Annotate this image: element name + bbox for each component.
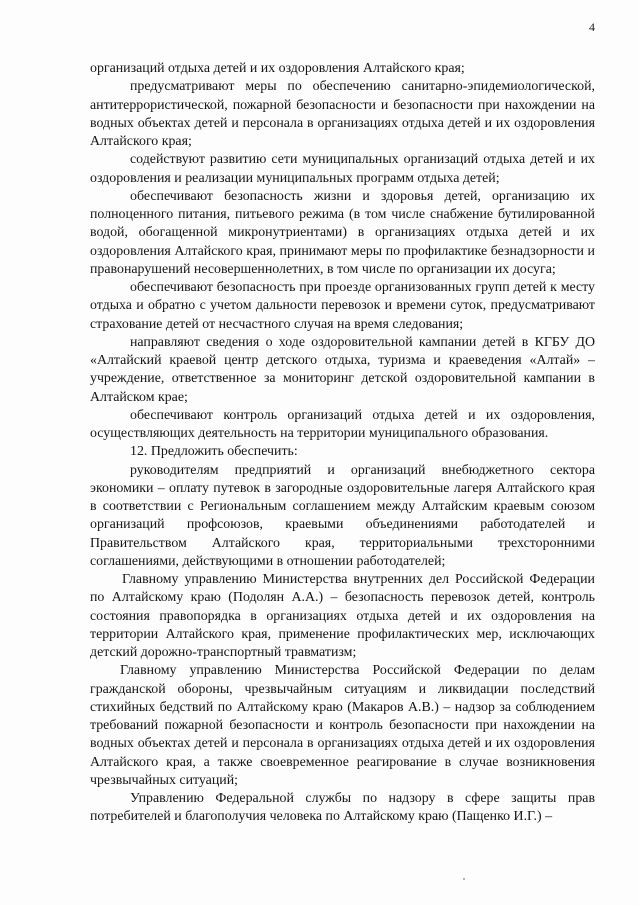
paragraph-1: организаций отдыха детей и их оздоровления Алтайского края; <box>90 61 465 76</box>
paragraph-12: Управлению Федеральной службы по надзору в сфере защиты прав потребителей и благополучия человека по Алтайскому краю (Пащенко И.Г.) – <box>90 791 595 825</box>
paragraph-7: обеспечивают контроль организаций отдыха детей и их оздоровления, осуществляющих деятельность на территории муниципального образования. <box>90 407 595 441</box>
paragraph-2: предусматривают меры по обеспечению санитарно-эпидемиологической, антитеррористической, пожарной безопасности и безопасности при нахождении на водных объектах детей и персонала в организациях отдыха детей и их оздоровления Алтайского края; <box>90 79 595 149</box>
paragraph-5: обеспечивают безопасность при проезде организованных групп детей к месту отдыха и обратно с учетом дальности перевозок и времени суток, предусматривают страхование детей от несчастного случая на время следования; <box>90 280 595 332</box>
paragraph-11: Главному управлению Министерства Российской Федерации по делам гражданской обороны, чрезвычайным ситуациям и ликвидации последствий стихийных бедствий по Алтайскому краю (Макаров А.В.) – надзор за соблюдением требований пожарной безопасности и контроль безопасности при нахождении на водных объектах детей и персонала в организациях отдыха детей и их оздоровления Алтайского края, а также своевременное реагирование в случае возникновения чрезвычайных ситуаций; <box>90 663 595 788</box>
paragraph-9: руководителям предприятий и организаций внебюджетного сектора экономики – оплату путевок в загородные оздоровительные лагеря Алтайского края в соответствии с Региональным соглашением между Алтайским краевым союзом организаций профсоюзов, краевыми объединениями работодателей и Правительством Алтайского края, территориальными трехсторонними соглашениями, действующими в отношении работодателей; <box>90 462 595 569</box>
section-12-heading: 12. Предложить обеспечить: <box>130 444 298 460</box>
paragraph-4: обеспечивают безопасность жизни и здоровья детей, организацию их полноценного питания, питьевого режима (в том числе снабжение бутилированной водой, обогащенной микронутриентами) в организациях отдыха детей и их оздоровления Алтайского края, принимают меры по профилактике безнадзорности и правонарушений несовершеннолетних, в том числе по организации их досуга; <box>90 188 595 277</box>
document-body <box>90 60 595 827</box>
scan-speck <box>463 878 465 880</box>
paragraph-6: направляют сведения о ходе оздоровительной кампании детей в КГБУ ДО «Алтайский краевой центр детского отдыха, туризма и краеведения «Алтай» – учреждение, ответственное за мониторинг детской оздоровительной кампании в Алтайском крае; <box>90 334 595 405</box>
paragraph-3: содействуют развитию сети муниципальных организаций отдыха детей и их оздоровления и реализации муниципальных программ отдыха детей; <box>90 152 595 186</box>
page-number: 4 <box>589 20 595 34</box>
paragraph-10: Главному управлению Министерства внутренних дел Российской Федерации по Алтайскому краю (Подолян А.А.) – безопасность перевозок детей, контроль состояния правопорядка в организациях отдыха детей и их оздоровления на территории Алтайского края, применение профилактических мер, исключающих детский дорожно-транспортный травматизм; <box>90 572 595 660</box>
